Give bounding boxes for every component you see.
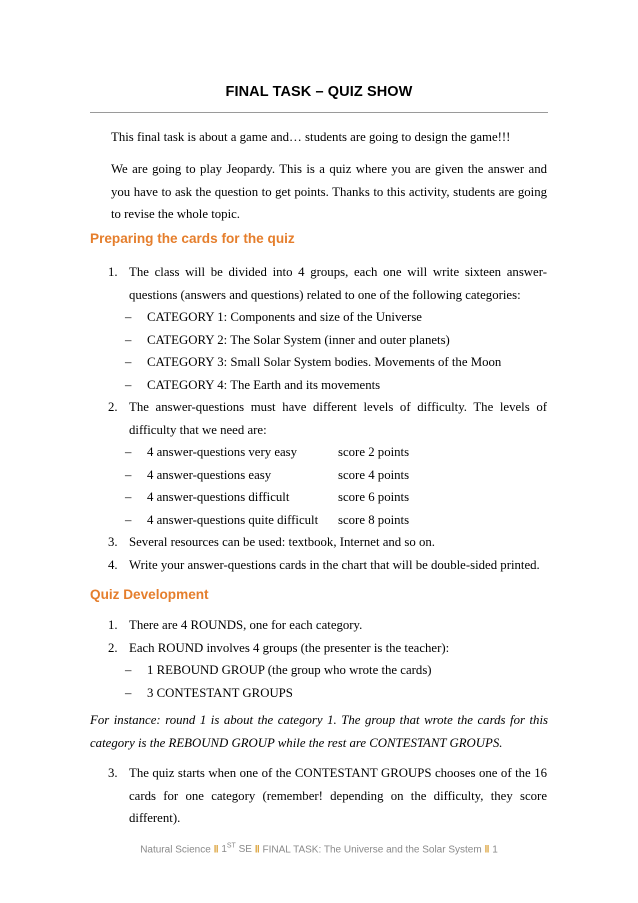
dash-bullet: – bbox=[125, 685, 132, 700]
group-item bbox=[111, 659, 547, 682]
list-number: 3. bbox=[108, 535, 118, 549]
category-item bbox=[111, 351, 547, 374]
dash-bullet: – bbox=[125, 355, 132, 369]
list-number: 1. bbox=[108, 618, 118, 632]
dash-bullet: – bbox=[125, 490, 132, 504]
page-title: FINAL TASK – QUIZ SHOW bbox=[225, 84, 413, 100]
list-item-text: The class will be divided into 4 groups, each one will write sixteen answer-questions (answers and questions) related to one of the following categories: bbox=[129, 265, 547, 302]
list-item bbox=[108, 554, 547, 577]
dash-bullet: – bbox=[125, 467, 132, 482]
category-item bbox=[111, 329, 547, 352]
footer-subject: Natural Science bbox=[140, 844, 211, 856]
footer-separator: ‖ bbox=[484, 844, 490, 856]
category-text: CATEGORY 3: Small Solar System bodies. Movements of the Moon bbox=[147, 355, 502, 369]
list-item bbox=[108, 637, 547, 660]
list-item-text: The answer-questions must have different levels of difficulty. The levels of difficulty that we need are: bbox=[129, 400, 547, 437]
list-item bbox=[108, 614, 547, 637]
category-text: CATEGORY 2: The Solar System (inner and outer planets) bbox=[147, 332, 450, 347]
difficulty-item bbox=[111, 486, 547, 509]
group-text: 1 REBOUND GROUP (the group who wrote the cards) bbox=[147, 663, 432, 677]
category-item bbox=[111, 374, 547, 397]
difficulty-score: score 4 points bbox=[338, 467, 410, 482]
list-number: 4. bbox=[108, 557, 118, 572]
quiz-development-list-continued bbox=[108, 762, 547, 830]
list-item bbox=[108, 762, 547, 830]
quiz-development-list bbox=[108, 614, 547, 704]
dash-bullet: – bbox=[125, 332, 132, 347]
list-item bbox=[108, 531, 547, 554]
difficulty-score: score 8 points bbox=[338, 512, 410, 527]
difficulty-item bbox=[111, 509, 547, 532]
section-heading-preparing: Preparing the cards for the quiz bbox=[90, 231, 295, 246]
list-item-text: Several resources can be used: textbook, Internet and so on. bbox=[129, 535, 435, 549]
intro-paragraph-1: This final task is about a game and… students are going to design the game!!! bbox=[111, 130, 511, 144]
section-heading-quiz-development: Quiz Development bbox=[90, 587, 209, 602]
dash-bullet: – bbox=[125, 377, 132, 392]
footer-separator: ‖ bbox=[254, 844, 260, 856]
preparing-list bbox=[108, 261, 547, 576]
difficulty-label: 4 answer-questions easy bbox=[147, 467, 272, 482]
list-number: 3. bbox=[108, 766, 118, 780]
difficulty-item bbox=[111, 441, 547, 464]
list-item-text: Each ROUND involves 4 groups (the presenter is the teacher): bbox=[129, 640, 450, 655]
difficulty-score: score 2 points bbox=[338, 445, 410, 459]
list-item bbox=[108, 396, 547, 441]
footer-separator: ‖ bbox=[213, 844, 219, 856]
dash-bullet: – bbox=[125, 512, 132, 527]
dash-bullet: – bbox=[125, 445, 132, 459]
list-item bbox=[108, 261, 547, 306]
page-footer bbox=[0, 843, 638, 855]
category-text: CATEGORY 1: Components and size of the Universe bbox=[147, 310, 422, 324]
list-item-text: There are 4 ROUNDS, one for each category. bbox=[129, 618, 363, 632]
list-item-text: The quiz starts when one of the CONTESTANT GROUPS chooses one of the 16 cards for one category (remember! depending on the difficulty, they score different). bbox=[129, 766, 547, 825]
footer-level: 1ST SE bbox=[221, 843, 252, 856]
title-divider bbox=[90, 112, 548, 113]
category-text: CATEGORY 4: The Earth and its movements bbox=[147, 377, 381, 392]
example-paragraph: For instance: round 1 is about the category 1. The group that wrote the cards for this category is the REBOUND GROUP while the rest are CONTESTANT GROUPS. bbox=[90, 713, 548, 750]
dash-bullet: – bbox=[125, 310, 132, 324]
footer-task: FINAL TASK: The Universe and the Solar System bbox=[262, 844, 482, 856]
difficulty-score: score 6 points bbox=[338, 490, 410, 504]
list-number: 2. bbox=[108, 640, 118, 655]
group-text: 3 CONTESTANT GROUPS bbox=[147, 685, 293, 700]
list-item-text: Write your answer-questions cards in the chart that will be double-sided printed. bbox=[129, 557, 540, 572]
list-number: 1. bbox=[108, 265, 118, 279]
intro-paragraph-2: We are going to play Jeopardy. This is a quiz where you are given the answer and you have to ask the question to get points. Thanks to this activity, students are going to revise the whole topic. bbox=[111, 162, 547, 221]
difficulty-label: 4 answer-questions quite difficult bbox=[147, 512, 319, 527]
group-item bbox=[111, 682, 547, 705]
difficulty-label: 4 answer-questions very easy bbox=[147, 445, 298, 459]
category-item bbox=[111, 306, 547, 329]
dash-bullet: – bbox=[125, 663, 132, 677]
difficulty-item bbox=[111, 464, 547, 487]
difficulty-label: 4 answer-questions difficult bbox=[147, 490, 290, 504]
page-number: 1 bbox=[492, 844, 498, 856]
list-number: 2. bbox=[108, 400, 118, 414]
